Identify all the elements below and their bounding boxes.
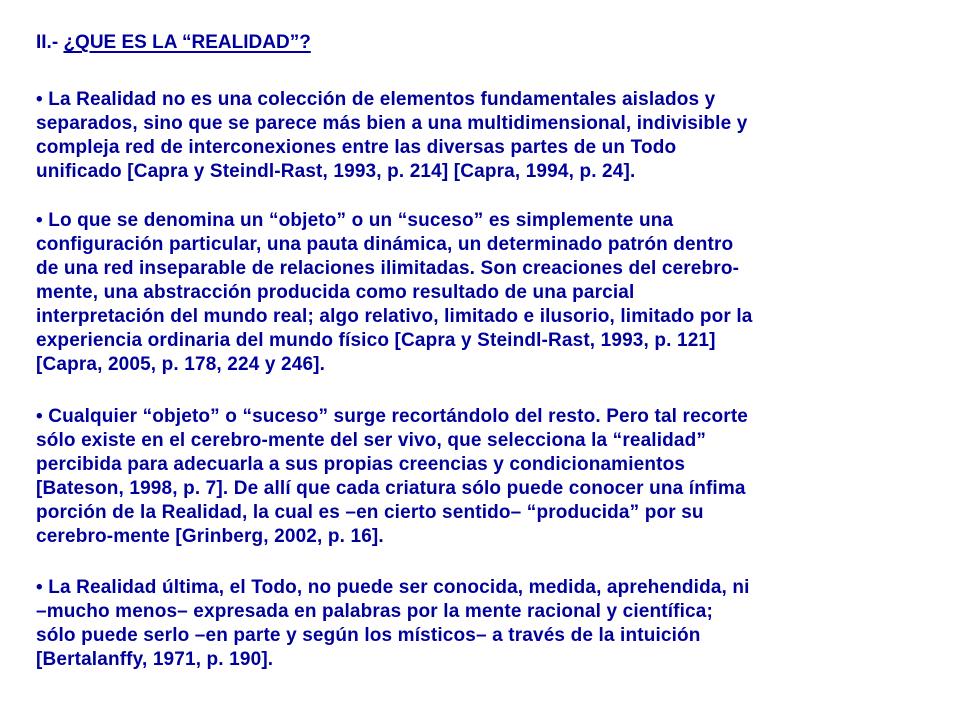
paragraph-line: [Capra, 2005, p. 178, 224 y 246]. [36, 354, 326, 375]
paragraph-line: configuración particular, una pauta dinámica, un determinado patrón dentro [36, 234, 734, 255]
paragraph-line: porción de la Realidad, la cual es –en cierto sentido– “producida” por su [36, 502, 704, 523]
paragraph-realidad-red [36, 88, 747, 184]
title-prefix: II.- [36, 32, 64, 53]
title-text: ¿QUE ES LA “REALIDAD”? [63, 32, 311, 53]
paragraph-line: • La Realidad última, el Todo, no puede ser conocida, medida, aprehendida, ni [36, 577, 750, 598]
paragraph-line: separados, sino que se parece más bien a una multidimensional, indivisible y [36, 113, 748, 134]
paragraph-line: –mucho menos– expresada en palabras por la mente racional y científica; [36, 601, 713, 622]
paragraph-line: [Bateson, 1998, p. 7]. De allí que cada criatura sólo puede conocer una ínfima [36, 478, 746, 499]
paragraph-line: compleja red de interconexiones entre las diversas partes de un Todo [36, 137, 677, 158]
paragraph-realidad-ultima [36, 576, 750, 672]
paragraph-line: • La Realidad no es una colección de elementos fundamentales aislados y [36, 89, 716, 110]
paragraph-line: • Lo que se denomina un “objeto” o un “suceso” es simplemente una [36, 210, 674, 231]
paragraph-line: [Bertalanffy, 1971, p. 190]. [36, 649, 274, 670]
paragraph-line: interpretación del mundo real; algo relativo, limitado e ilusorio, limitado por la [36, 306, 753, 327]
paragraph-recorte [36, 405, 748, 549]
paragraph-objeto-suceso [36, 209, 752, 377]
paragraph-line: mente, una abstracción producida como resultado de una parcial [36, 282, 635, 303]
paragraph-line: cerebro-mente [Grinberg, 2002, p. 16]. [36, 526, 384, 547]
paragraph-line: sólo puede serlo –en parte y según los místicos– a través de la intuición [36, 625, 701, 646]
paragraph-line: percibida para adecuarla a sus propias creencias y condicionamientos [36, 454, 686, 475]
paragraph-line: sólo existe en el cerebro-mente del ser vivo, que selecciona la “realidad” [36, 430, 707, 451]
paragraph-line: • Cualquier “objeto” o “suceso” surge recortándolo del resto. Pero tal recorte [36, 406, 749, 427]
paragraph-line: experiencia ordinaria del mundo físico [Capra y Steindl-Rast, 1993, p. 121] [36, 330, 716, 351]
paragraph-line: de una red inseparable de relaciones ilimitadas. Son creaciones del cerebro- [36, 258, 740, 279]
paragraph-line: unificado [Capra y Steindl-Rast, 1993, p. 214] [Capra, 1994, p. 24]. [36, 161, 636, 182]
slide-title [36, 31, 311, 55]
